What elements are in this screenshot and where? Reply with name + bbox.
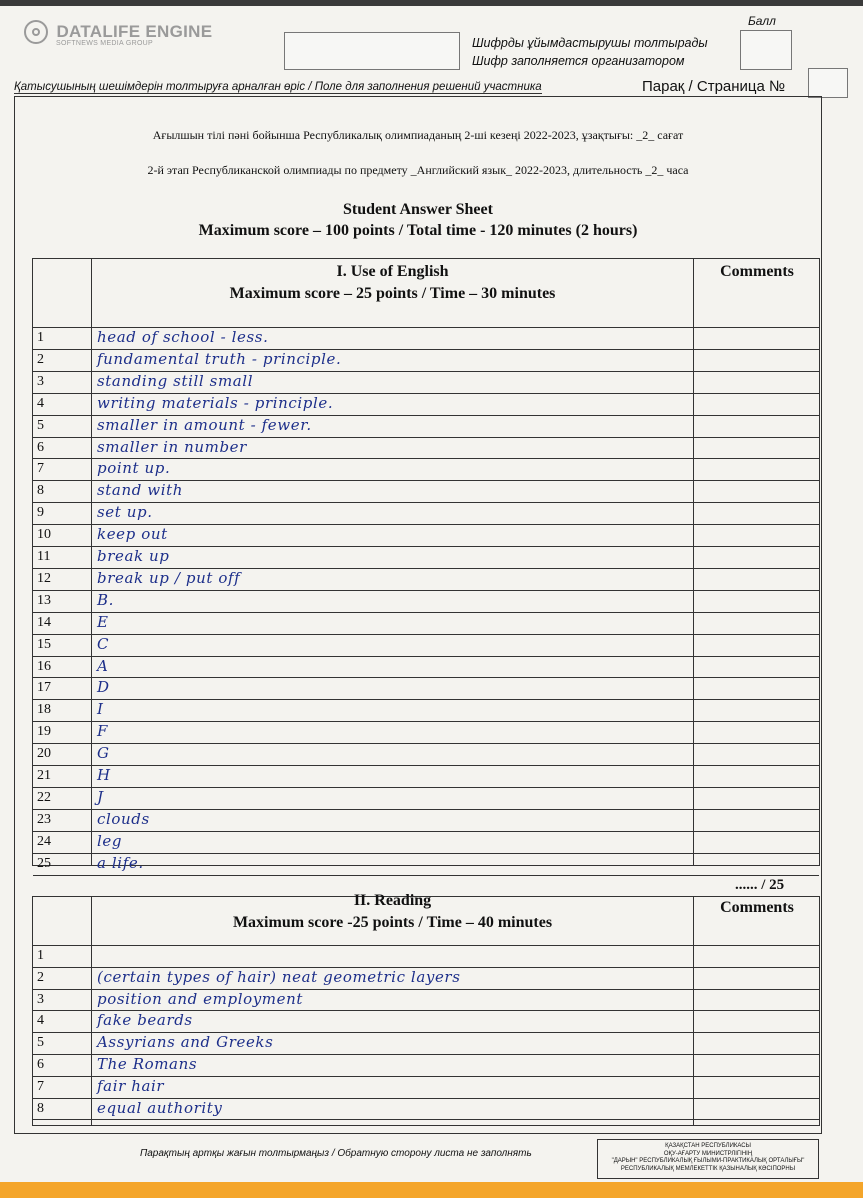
- answer-row: [33, 853, 819, 875]
- answer-row: [33, 743, 819, 765]
- row-number: 2: [37, 969, 44, 985]
- answer-row: [33, 1054, 819, 1076]
- answer-row: [33, 1032, 819, 1054]
- sheet-title: Student Answer Sheet: [343, 201, 493, 218]
- watermark: [24, 20, 212, 47]
- handwritten-answer[interactable]: smaller in amount - fewer.: [97, 415, 312, 434]
- section1-subtitle: Maximum score – 25 points / Time – 30 minutes: [229, 285, 556, 302]
- row-number: 11: [37, 549, 51, 564]
- handwritten-answer[interactable]: leg: [97, 831, 123, 850]
- answer-row: [33, 989, 819, 1011]
- answer-row: [33, 809, 819, 831]
- row-number: 10: [37, 527, 51, 543]
- handwritten-answer[interactable]: J: [97, 787, 104, 806]
- handwritten-answer[interactable]: I: [97, 700, 104, 719]
- handwritten-answer[interactable]: The Romans: [97, 1055, 198, 1073]
- top-rule: [0, 0, 863, 6]
- handwritten-answer[interactable]: smaller in number: [97, 437, 247, 456]
- bottom-orange-strip: [0, 1182, 863, 1198]
- answer-row: [33, 831, 819, 853]
- watermark-logo-icon: [24, 20, 48, 44]
- answer-row: [33, 677, 819, 699]
- use-of-english-table: [32, 258, 820, 872]
- section2-comments-header: Comments: [720, 899, 794, 916]
- handwritten-answer[interactable]: break up / put off: [97, 568, 241, 587]
- row-number: 13: [37, 592, 51, 608]
- row-number: 3: [37, 991, 44, 1007]
- row-end-line: [33, 1119, 819, 1120]
- reading-table: [32, 892, 820, 1126]
- stamp-line: РЕСПУБЛИКАЛЫҚ МЕМЛЕКЕТТІК ҚАЗЫНАЛЫҚ КӘСІПОРНЫ: [620, 1165, 796, 1172]
- row-number: 17: [37, 680, 51, 696]
- row-number: 23: [37, 811, 51, 827]
- answer-row: [33, 480, 819, 502]
- answer-row: [33, 787, 819, 809]
- row-number: 12: [37, 570, 51, 586]
- handwritten-answer[interactable]: A: [97, 656, 109, 675]
- stamp-line: ҚАЗАҚСТАН РЕСПУБЛИКАСЫ: [665, 1143, 751, 1149]
- row-end-line: [33, 875, 819, 876]
- sheet-subtitle: Maximum score – 100 points / Total time - 120 minutes (2 hours): [198, 222, 638, 239]
- answer-row: [33, 349, 819, 371]
- cipher-note-kz: Шифрды ұйымдастырушы толтырады: [472, 36, 708, 50]
- answer-row: [33, 371, 819, 393]
- handwritten-answer[interactable]: keep out: [97, 525, 168, 544]
- row-number: 19: [37, 724, 51, 740]
- handwritten-answer[interactable]: H: [97, 766, 111, 784]
- handwritten-answer[interactable]: Assyrians and Greeks: [97, 1033, 274, 1052]
- row-number: 6: [37, 439, 44, 455]
- row-number: 1: [37, 948, 44, 963]
- answer-row: [33, 327, 819, 349]
- header-kz: Ағылшын тілі пәні бойынша Республикалық олимпиаданың 2-ші кезеңі 2022-2023, ұзақтығы: _2_ сағат: [152, 128, 684, 142]
- answer-row: [33, 699, 819, 721]
- row-number: 16: [37, 658, 51, 674]
- handwritten-answer[interactable]: G: [97, 744, 110, 763]
- row-number: 5: [37, 1035, 44, 1051]
- answer-row: [33, 524, 819, 546]
- handwritten-answer[interactable]: set up.: [97, 503, 153, 522]
- answer-row: [33, 634, 819, 656]
- stamp-line: ОҚУ-АҒАРТУ МИНИСТРЛІГІНІҢ: [663, 1150, 753, 1157]
- row-number: 9: [37, 505, 44, 521]
- row-number: 5: [37, 417, 44, 433]
- handwritten-answer[interactable]: D: [97, 678, 110, 697]
- row-number: 7: [37, 1078, 44, 1094]
- row-number: 4: [37, 395, 44, 411]
- stamp-line: "ДАРЫН" РЕСПУБЛИКАЛЫҚ ҒЫЛЫМИ-ПРАКТИКАЛЫҚ ОРТАЛЫҒЫ": [611, 1158, 805, 1164]
- row-number: 15: [37, 636, 51, 652]
- handwritten-answer[interactable]: position and employment: [97, 989, 303, 1008]
- answer-row: [33, 502, 819, 524]
- answer-row: [33, 437, 819, 459]
- answer-row: [33, 546, 819, 568]
- answer-row: [33, 1098, 819, 1120]
- row-number: 22: [37, 789, 51, 805]
- handwritten-answer[interactable]: fundamental truth - principle.: [97, 349, 342, 368]
- section2-title: II. Reading: [353, 892, 432, 909]
- page-number-box[interactable]: [808, 68, 848, 98]
- footer-note: Парақтың артқы жағын толтырмаңыз / Обратную сторону листа не заполнять: [140, 1148, 532, 1159]
- answer-row: [33, 656, 819, 678]
- row-number: 21: [37, 768, 51, 783]
- ball-box[interactable]: [740, 30, 792, 70]
- handwritten-answer[interactable]: point up.: [97, 459, 171, 478]
- handwritten-answer[interactable]: fair hair: [97, 1076, 165, 1095]
- answer-row: [33, 945, 819, 967]
- handwritten-answer[interactable]: fake beards: [97, 1011, 193, 1030]
- row-number: 24: [37, 833, 51, 849]
- answer-row: [33, 458, 819, 480]
- section1-title: I. Use of English: [336, 263, 449, 280]
- row-number: 25: [37, 855, 51, 871]
- answer-row: [33, 612, 819, 634]
- answer-row: [33, 1010, 819, 1032]
- handwritten-answer[interactable]: equal authority: [97, 1098, 223, 1117]
- handwritten-answer[interactable]: (certain types of hair) neat geometric layers: [97, 967, 461, 986]
- answer-row: [33, 415, 819, 437]
- answer-row: [33, 721, 819, 743]
- answer-row: [33, 1076, 819, 1098]
- handwritten-answer[interactable]: clouds: [97, 809, 150, 828]
- page-number-label: Парақ / Страница №: [642, 78, 786, 95]
- row-number: 3: [37, 373, 44, 389]
- row-number: 14: [37, 614, 51, 630]
- handwritten-answer[interactable]: break up: [97, 547, 170, 565]
- row-number: 4: [37, 1013, 44, 1029]
- cipher-note-ru: Шифр заполняется организатором: [472, 54, 685, 68]
- row-number: 1: [37, 330, 44, 345]
- participant-field-label: Қатысушының шешімдерін толтыруға арналған өріс / Поле для заполнения решений участника: [14, 81, 542, 93]
- section2-subtitle: Maximum score -25 points / Time – 40 minutes: [232, 914, 553, 931]
- handwritten-answer[interactable]: head of school - less.: [97, 328, 269, 346]
- answer-row: [33, 590, 819, 612]
- handwritten-answer[interactable]: stand with: [97, 481, 184, 500]
- handwritten-answer[interactable]: standing still small: [97, 371, 254, 390]
- answer-row: [33, 765, 819, 787]
- row-number: 2: [37, 351, 44, 367]
- handwritten-answer[interactable]: F: [97, 722, 109, 741]
- row-number: 18: [37, 702, 51, 718]
- section1-comments-header: Comments: [720, 263, 794, 280]
- handwritten-answer[interactable]: a life.: [97, 853, 144, 872]
- ball-label: Балл: [748, 14, 776, 28]
- watermark-sub: SOFTNEWS MEDIA GROUP: [56, 40, 154, 47]
- handwritten-answer[interactable]: C: [97, 634, 110, 653]
- cipher-box[interactable]: [284, 32, 460, 70]
- watermark-brand: DATALIFE ENGINE: [56, 22, 213, 41]
- row-number: 20: [37, 746, 51, 762]
- answer-row: [33, 967, 819, 989]
- organizer-note: [472, 34, 708, 70]
- header-ru: 2-й этап Республиканской олимпиады по предмету _Английский язык_ 2022-2023, длительность _2_ часа: [147, 163, 689, 177]
- row-number: 6: [37, 1057, 44, 1072]
- handwritten-answer[interactable]: E: [97, 612, 109, 631]
- answer-row: [33, 393, 819, 415]
- handwritten-answer[interactable]: writing materials - principle.: [97, 393, 334, 412]
- row-number: 8: [37, 483, 44, 499]
- answer-row: [33, 568, 819, 590]
- institution-stamp: [597, 1139, 819, 1179]
- row-number: 7: [37, 461, 44, 477]
- section1-score: ...... / 25: [735, 877, 785, 893]
- row-number: 8: [37, 1100, 44, 1116]
- handwritten-answer[interactable]: B.: [97, 590, 114, 609]
